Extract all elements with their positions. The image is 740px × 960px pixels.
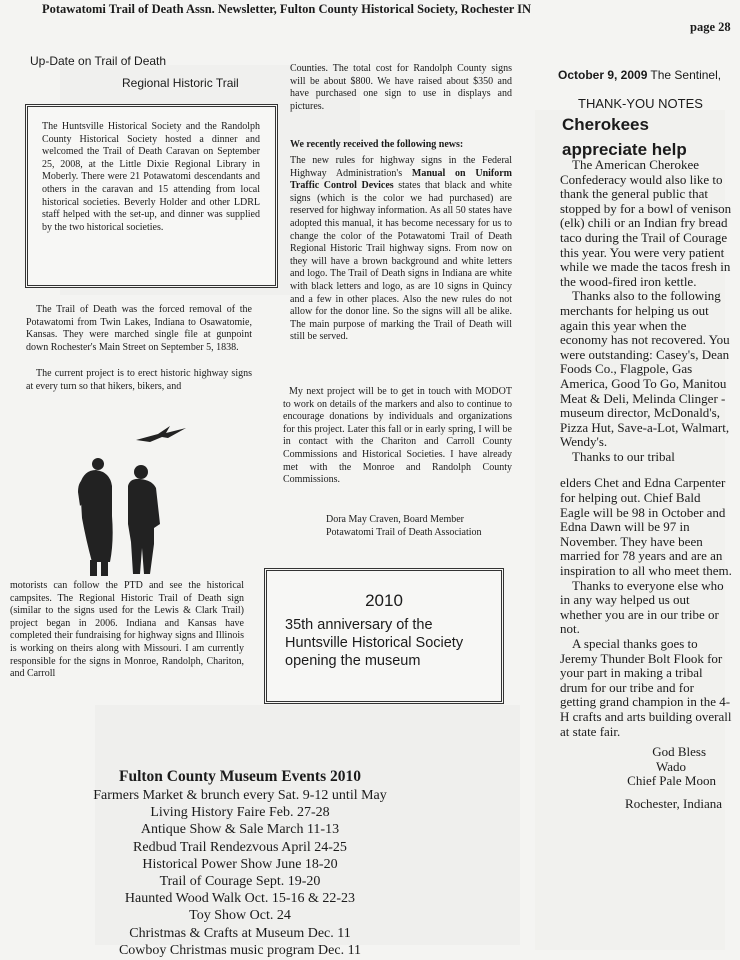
event-item: Historical Power Show June 18-20 <box>142 856 338 872</box>
article-heading-line2: Regional Historic Trail <box>122 76 239 90</box>
clipping-paper: The Sentinel, <box>650 68 722 82</box>
event-item: Christmas & Crafts at Museum Dec. 11 <box>129 925 351 941</box>
thank-you-paragraph-5: A special thanks goes to Jeremy Thunder Bolt Flook for your part in making a tribal drum for our tribe and for getting grand champion in the 4-H crafts and arts building overall at state fair. <box>560 636 732 739</box>
closing-wado: Wado <box>656 758 686 774</box>
museum-events-list <box>40 787 440 959</box>
closing-god-bless: God Bless <box>652 744 706 760</box>
trail-history-paragraph: The Trail of Death was the forced removal of the Potawatomi from Twin Lakes, Indiana to Osawatomie, Kansas. They were marched single file at gunpoint down Rochester's Main Street on September 5, 1838. <box>26 304 252 353</box>
event-item: Farmers Market & brunch every Sat. 9-12 until May <box>93 788 387 803</box>
thank-you-paragraph-2: Thanks also to the following merchants for helping us out again this year when the economy has not recovered. You were outstanding: Casey's, Dean Foods Co., Flagpole, Gas America, Good To Go, Manitou Meat & Deli, Melinda Clinger - museum director, McDonald's, Pizza Hut, Save-a-Lot, Walmart, Wendy's. <box>560 288 730 450</box>
event-item: Living History Faire Feb. 27-28 <box>150 805 330 821</box>
news-heading: We recently received the following news: <box>290 139 464 150</box>
caravan-dinner-box <box>25 104 278 288</box>
potawatomi-figures-illustration <box>70 424 200 582</box>
anniversary-year: 2010 <box>365 591 403 610</box>
motorists-paragraph: motorists can follow the PTD and see the historical campsites. The Regional Historic Trail of Death sign (similar to the signs used for the Lewis & Clark Trail) project began in 2006. Indiana and Kansas have completed their fundraising for highway signs and Illinois is working on theirs along with Missouri. I am currently responsible for the signs in Monroe, Randolph, Chariton, and Carroll <box>10 580 244 680</box>
thank-you-paragraph-4: Thanks to everyone else who in any way helped us out whether you are in our tribe or not. <box>560 577 724 637</box>
sign-rules-paragraph <box>290 155 512 344</box>
clipping-dateline <box>558 68 721 83</box>
current-project-paragraph: The current project is to erect historic highway signs at every turn so that hikers, bikers, and <box>26 368 252 392</box>
event-item: Cowboy Christmas music program Dec. 11 <box>118 942 362 958</box>
clipping-date: October 9, 2009 <box>558 68 648 82</box>
event-item: Antique Show & Sale March 11-13 <box>140 822 340 838</box>
headline-cherokees: Cherokees <box>562 115 649 134</box>
eagle-silhouette <box>136 426 186 442</box>
article-heading-line1: Up-Date on Trail of Death <box>30 54 167 68</box>
anniversary-line1: 35th anniversary of the <box>285 617 433 633</box>
sign-rules-text-1: The new rules for highway signs in the Federal Highway Administration's <box>290 155 512 179</box>
page-number: page 28 <box>690 20 731 34</box>
museum-events-title: Fulton County Museum Events 2010 <box>119 768 361 785</box>
signature-name: Dora May Craven, Board Member <box>326 514 465 525</box>
event-item: Redbud Trail Rendezvous April 24-25 <box>133 839 347 855</box>
event-item: Toy Show Oct. 24 <box>189 908 291 924</box>
event-item: Haunted Wood Walk Oct. 15-16 & 22-23 <box>124 891 356 907</box>
closing-location: Rochester, Indiana <box>625 795 722 811</box>
anniversary-line2: Huntsville Historical Society <box>285 635 464 651</box>
next-project-paragraph: My next project will be to get in touch with MODOT to work on details of the markers and also to continue to encourage donations by individuals and organizations for this project. Later this fall or in early spring, I will be in contact with the Chariton and Carroll County Commissions and Historical Societies. I have already met with the Monroe and Randolph County Commissions. <box>283 386 512 486</box>
thank-you-body <box>560 158 732 812</box>
headline-appreciate-help: appreciate help <box>562 140 687 159</box>
anniversary-line3: opening the museum <box>285 653 421 669</box>
thank-you-paragraph-1: The American Cherokee Confederacy would also like to thank the general public that stopped by for a bowl of venison (elk) chili or an Indian fry bread taco during the Trail of Courage this year. You were very patient while we made the tacos fresh in the wood-fired iron kettle. <box>560 157 732 289</box>
closing-signature: Chief Pale Moon <box>627 773 716 789</box>
signature-association: Potawatomi Trail of Death Association <box>326 527 482 538</box>
thank-you-paragraph-3b: elders Chet and Edna Carpenter for helping out. Chief Bald Eagle will be 98 in October and Edna Dawn will be 97 in November. They have been married for 78 years and are an inspiration to all who meet them. <box>560 475 732 579</box>
thank-you-notes-label: THANK-YOU NOTES <box>578 96 703 111</box>
thank-you-paragraph-3a: Thanks to our tribal <box>572 448 675 464</box>
anniversary-box <box>264 568 504 704</box>
caravan-dinner-text: The Huntsville Historical Society and the Randolph County Historical Society hosted a dinner and welcomed the Trail of Death Caravan on September 25, 2008, at the Little Dixie Regional Library in Moberly. There were 21 Potawatomi descendants and others in the caravan and 15 attending from local historical societies. Beverly Holder and other LDRL staff helped with the set-up, and dinner was supplied by the two historical societies. <box>42 121 260 233</box>
newsletter-header: Potawatomi Trail of Death Assn. Newsletter, Fulton County Historical Society, Rochester IN <box>42 2 532 16</box>
counties-cost-paragraph: Counties. The total cost for Randolph County signs will be about $800. We have raised about $350 and have purchased one sign to use in displays and pictures. <box>290 63 512 112</box>
sign-rules-text-2: states that black and white signs (which is the color we had purchased) are reserved for highway information. As all 50 states have adopted this manual, it has become necessary for us to change the color of the Potawatomi Trail of Death Regional Historic Trail highway signs. From now on they will have a brown background and white letters and logo. The Trail of Death signs in Indiana are white with black letters and logo, as are 10 signs in Quincy and a few in other places. Also the new rules do not allow for the donor line. So the signs will all be alike. The main purpose of marking the Trail of Death will still be served. <box>290 180 512 343</box>
manual-title: Manual on Uniform Traffic Control Devices <box>290 167 513 192</box>
event-item: Trail of Courage Sept. 19-20 <box>159 874 321 890</box>
